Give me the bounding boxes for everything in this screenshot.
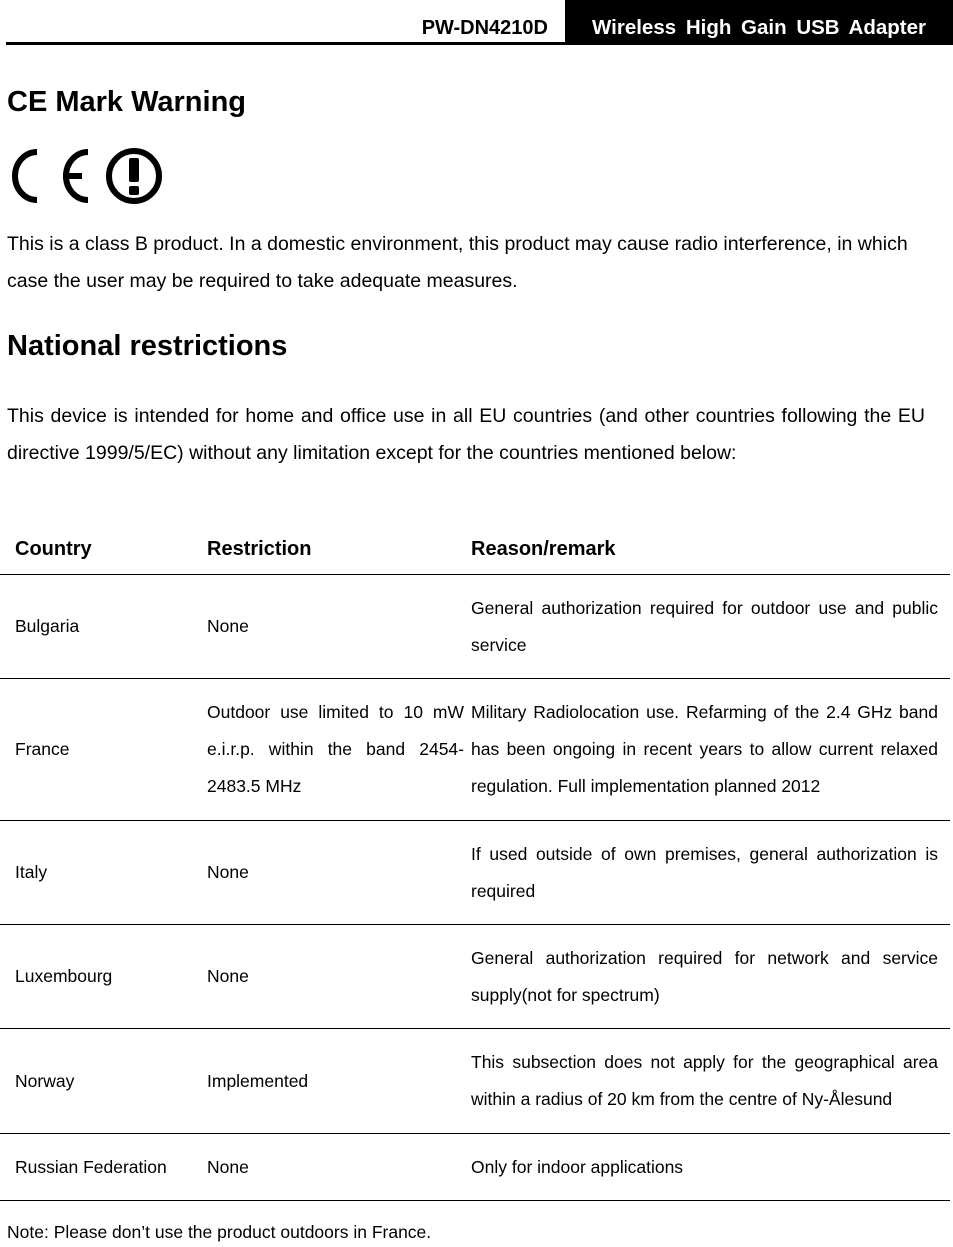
cell-country: Bulgaria: [15, 616, 80, 636]
cell-country: Italy: [15, 862, 48, 882]
header-rule: [6, 42, 953, 45]
class-b-notice: This is a class B product. In a domestic environment, this product may cause radio interference, in which case the user may be required to take adequate measures.: [7, 233, 908, 292]
header-reason: Reason/remark: [471, 537, 616, 560]
table-header-row: [0, 524, 950, 575]
cell-reason: If used outside of own premises, general authorization is required: [471, 843, 938, 901]
alert-mark-icon: [109, 151, 159, 201]
cell-reason: Only for indoor applications: [471, 1156, 684, 1177]
table-row: [0, 821, 950, 925]
cell-restriction: Outdoor use limited to 10 mW e.i.r.p. within the band 2454-2483.5 MHz: [207, 702, 464, 796]
page-header: [6, 0, 953, 46]
product-name: Wireless High Gain USB Adapter: [591, 15, 926, 39]
restrictions-table-wrapper: [0, 524, 950, 1201]
header-restriction: Restriction: [207, 537, 312, 560]
restrictions-table: [0, 524, 950, 1201]
cell-country: France: [15, 739, 70, 759]
table-row: [0, 925, 950, 1029]
cell-restriction: None: [207, 862, 249, 882]
model-number: PW-DN4210D: [421, 17, 548, 39]
product-name-box: [565, 0, 953, 45]
national-restrictions-text: This device is intended for home and office use in all EU countries (and other countries following the EU directive 1999/5/EC) without any limitation except for the countries mentioned below:: [7, 405, 925, 464]
cell-restriction: Implemented: [207, 1070, 309, 1091]
cell-country: Russian Federation: [15, 1156, 167, 1177]
cell-reason: General authorization required for outdoor use and public service: [471, 597, 938, 655]
table-row: [0, 679, 950, 821]
table-row: [0, 1029, 950, 1134]
table-row: [0, 1134, 950, 1201]
cell-country: Luxembourg: [15, 966, 113, 986]
ce-mark-icon: [15, 152, 88, 200]
ce-alert-marks: [6, 146, 166, 206]
france-note: Note: Please don’t use the product outdoors in France.: [7, 1222, 432, 1242]
cell-country: Norway: [15, 1070, 75, 1091]
cell-restriction: None: [207, 966, 249, 986]
header-country: Country: [15, 537, 92, 560]
national-restrictions-title: National restrictions: [7, 330, 288, 362]
cell-restriction: None: [207, 616, 249, 636]
table-row: [0, 575, 950, 679]
cell-reason: General authorization required for network and service supply(not for spectrum): [471, 947, 938, 1005]
ce-section-title: CE Mark Warning: [7, 86, 247, 118]
cell-reason: Military Radiolocation use. Refarming of the 2.4 GHz band has been ongoing in recent years to allow current relaxed regulation. Full implementation planned 2012: [471, 702, 938, 796]
cell-restriction: None: [207, 1156, 249, 1177]
cell-reason: This subsection does not apply for the geographical area within a radius of 20 km from the centre of Ny-Ålesund: [471, 1052, 938, 1109]
